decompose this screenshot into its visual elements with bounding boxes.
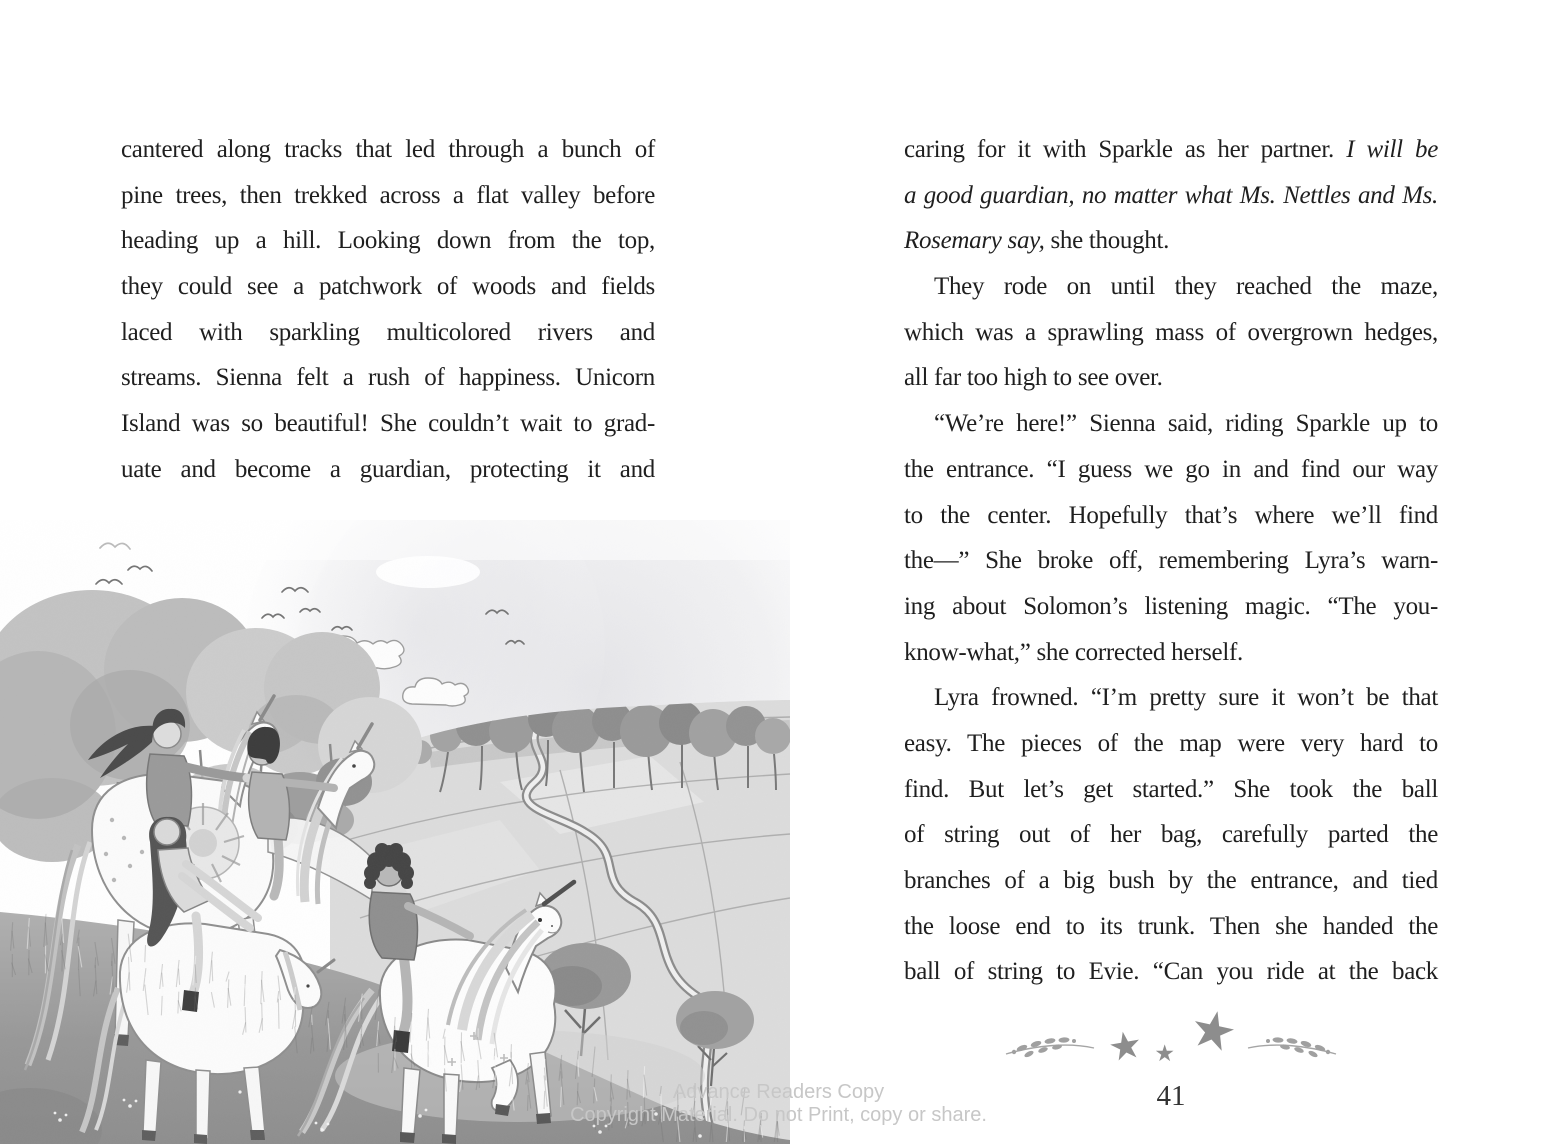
text-line: a good guardian, no matter what Ms. Nettles and Ms. bbox=[904, 181, 1438, 209]
laurel-sprig-right-icon bbox=[1246, 1028, 1338, 1062]
text-line: easy. The pieces of the map were very hard to bbox=[904, 729, 1438, 757]
text-line: uate and become a guardian, protecting it and bbox=[121, 455, 655, 483]
text-line: Rosemary say, she thought. bbox=[904, 227, 1170, 255]
star-small-icon: ★ bbox=[1154, 1041, 1176, 1067]
text-line: to the center. Hopefully that’s where we’ll find bbox=[904, 501, 1438, 529]
text-line: ing about Solomon’s listening magic. “The you- bbox=[904, 592, 1438, 620]
text-line: they could see a patchwork of woods and fields bbox=[121, 273, 655, 301]
text-line: all far too high to see over. bbox=[904, 364, 1163, 392]
text-line: of string out of her bag, carefully parted the bbox=[904, 821, 1438, 849]
text-line: streams. Sienna felt a rush of happiness. Unicorn bbox=[121, 364, 655, 392]
text-line: the loose end to its trunk. Then she handed the bbox=[904, 912, 1438, 940]
text-line: know-what,” she corrected herself. bbox=[904, 638, 1243, 666]
watermark-line1: Advance Readers Copy bbox=[672, 1081, 885, 1103]
text-line: laced with sparkling multicolored rivers and bbox=[121, 318, 655, 346]
top-fade bbox=[0, 520, 790, 560]
star-medium-icon: ★ bbox=[1104, 1021, 1147, 1071]
text-line: pine trees, then trekked across a flat valley before bbox=[121, 181, 655, 209]
page-number: 41 bbox=[1156, 1080, 1186, 1112]
watermark-line2: Copyright Material. Do not Print, copy or share. bbox=[570, 1104, 987, 1126]
text-line: the entrance. “I guess we go in and find our way bbox=[904, 455, 1438, 483]
text-line: ball of string to Evie. “Can you ride at the back bbox=[904, 958, 1438, 986]
text-line: heading up a hill. Looking down from the top, bbox=[121, 227, 655, 255]
right-page-text bbox=[904, 127, 1438, 995]
text-line: branches of a big bush by the entrance, and tied bbox=[904, 867, 1438, 894]
text-line: the—” She broke off, remembering Lyra’s warn- bbox=[904, 547, 1438, 575]
grain-texture bbox=[0, 520, 790, 1144]
text-line: cantered along tracks that led through a bunch of bbox=[121, 136, 655, 163]
unicorn-riders-illustration bbox=[0, 520, 790, 1144]
left-page-text bbox=[121, 127, 655, 493]
footer-ornament bbox=[904, 997, 1438, 1080]
laurel-sprig-left-icon bbox=[1004, 1028, 1096, 1062]
text-line: They rode on until they reached the maze, bbox=[934, 273, 1438, 301]
text-line: “We’re here!” Sienna said, riding Sparkle up to bbox=[934, 410, 1438, 438]
text-line: find. But let’s get started.” She took the ball bbox=[904, 775, 1438, 803]
text-line: which was a sprawling mass of overgrown hedges, bbox=[904, 318, 1438, 346]
text-line: Island was so beautiful! She couldn’t wait to grad- bbox=[121, 410, 655, 438]
watermark bbox=[0, 1081, 1557, 1127]
text-line: Lyra frowned. “I’m pretty sure it won’t be that bbox=[934, 684, 1438, 712]
text-line: caring for it with Sparkle as her partner. I will be bbox=[904, 136, 1439, 163]
star-large-icon: ★ bbox=[1184, 997, 1243, 1066]
